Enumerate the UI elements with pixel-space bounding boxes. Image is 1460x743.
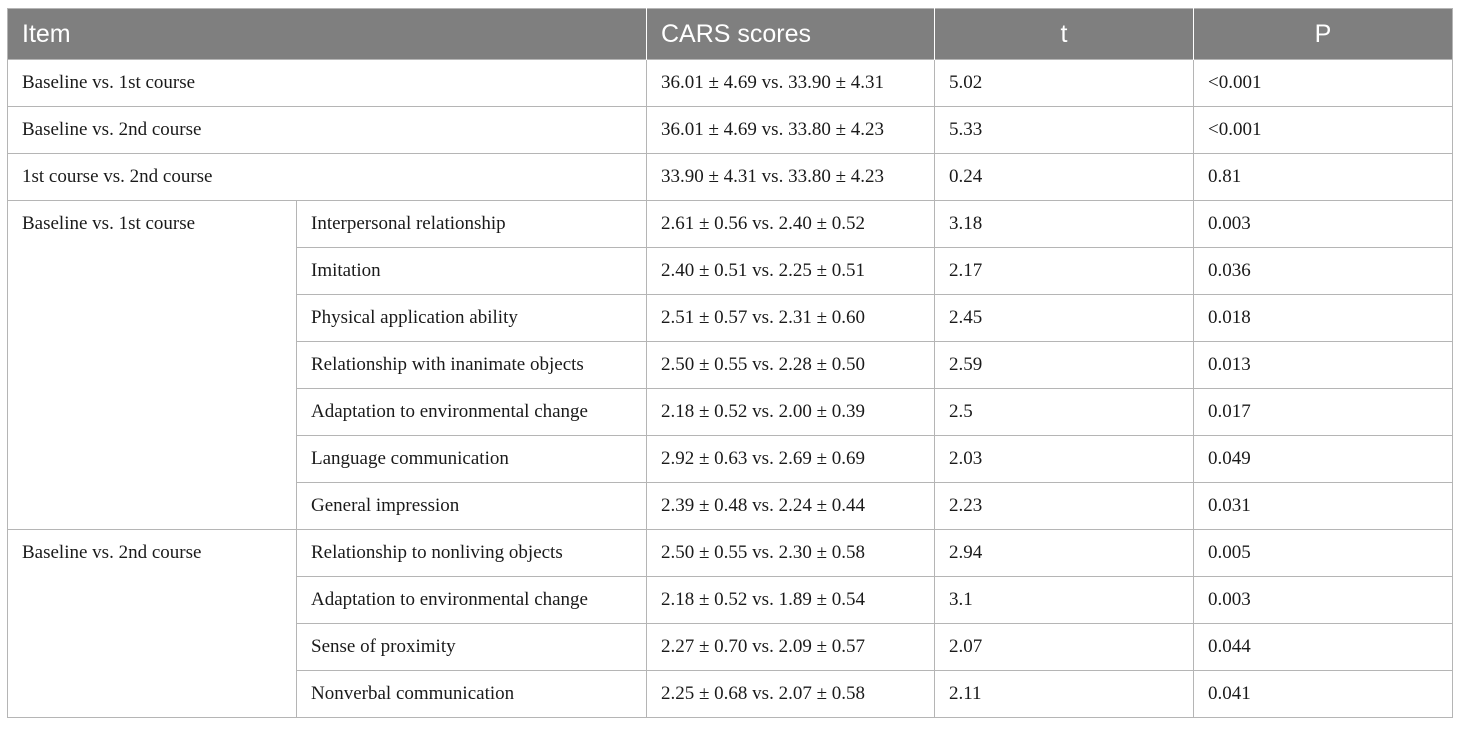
header-p: P [1194,9,1453,60]
header-item: Item [8,9,647,60]
cell-p: <0.001 [1194,60,1453,107]
group-label: Baseline vs. 1st course [8,201,297,530]
cell-scores: 2.27 ± 0.70 vs. 2.09 ± 0.57 [647,624,935,671]
cell-p: 0.049 [1194,436,1453,483]
cell-scores: 2.61 ± 0.56 vs. 2.40 ± 0.52 [647,201,935,248]
header-cars-scores: CARS scores [647,9,935,60]
group-label: Baseline vs. 2nd course [8,530,297,718]
cell-p: 0.005 [1194,530,1453,577]
cell-subitem: Adaptation to environmental change [297,577,647,624]
cell-scores: 2.25 ± 0.68 vs. 2.07 ± 0.58 [647,671,935,718]
cell-t: 2.11 [935,671,1194,718]
cell-t: 2.07 [935,624,1194,671]
table-row [8,201,1453,248]
cell-subitem: Physical application ability [297,295,647,342]
cell-scores: 33.90 ± 4.31 vs. 33.80 ± 4.23 [647,154,935,201]
cell-item: 1st course vs. 2nd course [8,154,647,201]
cell-t: 0.24 [935,154,1194,201]
cell-t: 5.02 [935,60,1194,107]
cell-subitem: Adaptation to environmental change [297,389,647,436]
cell-item: Baseline vs. 2nd course [8,107,647,154]
cell-p: 0.013 [1194,342,1453,389]
cell-scores: 2.39 ± 0.48 vs. 2.24 ± 0.44 [647,483,935,530]
table-body [8,60,1453,718]
cell-scores: 2.50 ± 0.55 vs. 2.30 ± 0.58 [647,530,935,577]
cell-t: 2.23 [935,483,1194,530]
cell-subitem: General impression [297,483,647,530]
cell-subitem: Language communication [297,436,647,483]
cars-scores-table [7,8,1453,718]
cell-t: 2.03 [935,436,1194,483]
cell-scores: 2.40 ± 0.51 vs. 2.25 ± 0.51 [647,248,935,295]
cell-subitem: Interpersonal relationship [297,201,647,248]
cell-t: 2.94 [935,530,1194,577]
cell-t: 5.33 [935,107,1194,154]
cell-p: 0.003 [1194,201,1453,248]
cell-t: 3.18 [935,201,1194,248]
cell-scores: 2.18 ± 0.52 vs. 1.89 ± 0.54 [647,577,935,624]
table-row [8,154,1453,201]
cell-subitem: Sense of proximity [297,624,647,671]
cell-scores: 2.51 ± 0.57 vs. 2.31 ± 0.60 [647,295,935,342]
cell-p: 0.018 [1194,295,1453,342]
cell-t: 2.5 [935,389,1194,436]
cell-scores: 2.50 ± 0.55 vs. 2.28 ± 0.50 [647,342,935,389]
cell-t: 2.59 [935,342,1194,389]
cell-subitem: Relationship to nonliving objects [297,530,647,577]
cell-p: 0.003 [1194,577,1453,624]
cell-p: 0.044 [1194,624,1453,671]
table-header [8,9,1453,60]
table-row [8,60,1453,107]
header-row [8,9,1453,60]
cell-subitem: Relationship with inanimate objects [297,342,647,389]
cell-subitem: Nonverbal communication [297,671,647,718]
cell-item: Baseline vs. 1st course [8,60,647,107]
cell-scores: 36.01 ± 4.69 vs. 33.90 ± 4.31 [647,60,935,107]
cell-scores: 36.01 ± 4.69 vs. 33.80 ± 4.23 [647,107,935,154]
cell-p: 0.017 [1194,389,1453,436]
cell-t: 3.1 [935,577,1194,624]
cell-p: 0.041 [1194,671,1453,718]
cell-p: 0.031 [1194,483,1453,530]
cell-scores: 2.18 ± 0.52 vs. 2.00 ± 0.39 [647,389,935,436]
header-t: t [935,9,1194,60]
cell-t: 2.45 [935,295,1194,342]
cell-p: 0.036 [1194,248,1453,295]
cell-p: <0.001 [1194,107,1453,154]
cell-t: 2.17 [935,248,1194,295]
cell-scores: 2.92 ± 0.63 vs. 2.69 ± 0.69 [647,436,935,483]
table-row [8,107,1453,154]
cell-p: 0.81 [1194,154,1453,201]
cell-subitem: Imitation [297,248,647,295]
table-row [8,530,1453,577]
